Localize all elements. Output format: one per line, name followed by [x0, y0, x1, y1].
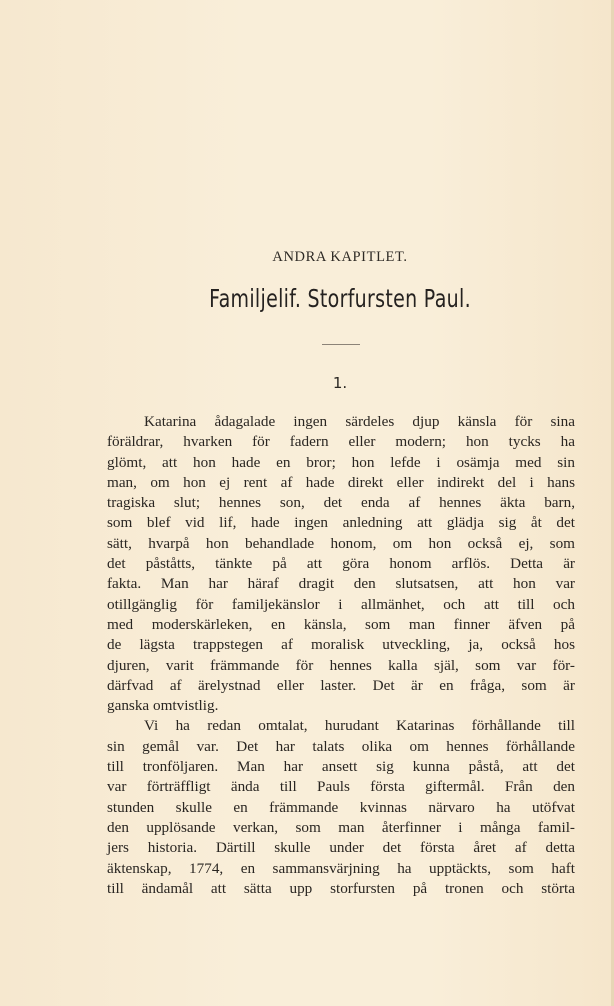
section-number: 1.: [332, 374, 348, 392]
text-line: med moderskärleken, en känsla, som man finner äfven på: [107, 615, 575, 633]
text-line: därfvad af ärelystnad eller laster. Det är en fråga, som är: [107, 676, 575, 694]
text-line: den upplösande verkan, som man återfinner i många famil-: [107, 818, 575, 836]
text-line: som blef vid lif, hade ingen anledning att glädja sig åt det: [107, 514, 575, 532]
text-line: sätt, hvarpå hon behandlade honom, om hon också ej, som: [107, 534, 575, 552]
chapter-title: Familjelif. Storfursten Paul.: [209, 284, 471, 313]
text-line: tragiska slut; hennes son, det enda af hennes äkta barn,: [107, 494, 575, 512]
title-divider: [322, 344, 360, 345]
text-line: till tronföljaren. Man har ansett sig kunna påstå, att det: [107, 758, 575, 776]
text-line: man, om hon ej rent af hade direkt eller indirekt del i hans: [107, 473, 575, 491]
text-line: de lägsta trappstegen af moralisk utveckling, ja, också hos: [107, 636, 575, 654]
text-line: fakta. Man har häraf dragit den slutsatsen, att hon var: [107, 575, 575, 593]
text-line: otillgänglig för familjekänslor i allmänhet, och att till och: [107, 595, 575, 613]
text-line: sin gemål var. Det har talats olika om hennes förhållande: [107, 737, 575, 755]
text-line: föräldrar, hvarken för fadern eller modern; hon tycks ha: [107, 433, 575, 451]
text-line: glömt, att hon hade en bror; hon lefde i osämja med sin: [107, 453, 575, 471]
text-line: ganska omtvistlig.: [107, 697, 219, 715]
text-line: djuren, varit främmande för hennes kalla själ, som var för-: [107, 656, 575, 674]
text-line: äktenskap, 1774, en sammansvärjning ha upptäckts, som haft: [107, 859, 575, 877]
text-line: var förträffligt ända till Pauls första giftermål. Från den: [107, 778, 575, 796]
body-text: [107, 412, 575, 899]
text-line: till ändamål att sätta upp storfursten på tronen och störta: [107, 879, 575, 897]
text-line: det påståtts, tänkte på att göra honom arflös. Detta är: [107, 555, 575, 573]
chapter-label: ANDRA KAPITLET.: [272, 249, 408, 265]
text-line: Vi ha redan omtalat, hurudant Katarinas förhållande till: [144, 717, 575, 735]
text-line: stunden skulle en främmande kvinnas närvaro ha utöfvat: [107, 798, 575, 816]
text-line: Katarina ådagalade ingen särdeles djup känsla för sina: [144, 413, 575, 430]
text-line: jers historia. Därtill skulle under det första året af detta: [107, 839, 575, 857]
